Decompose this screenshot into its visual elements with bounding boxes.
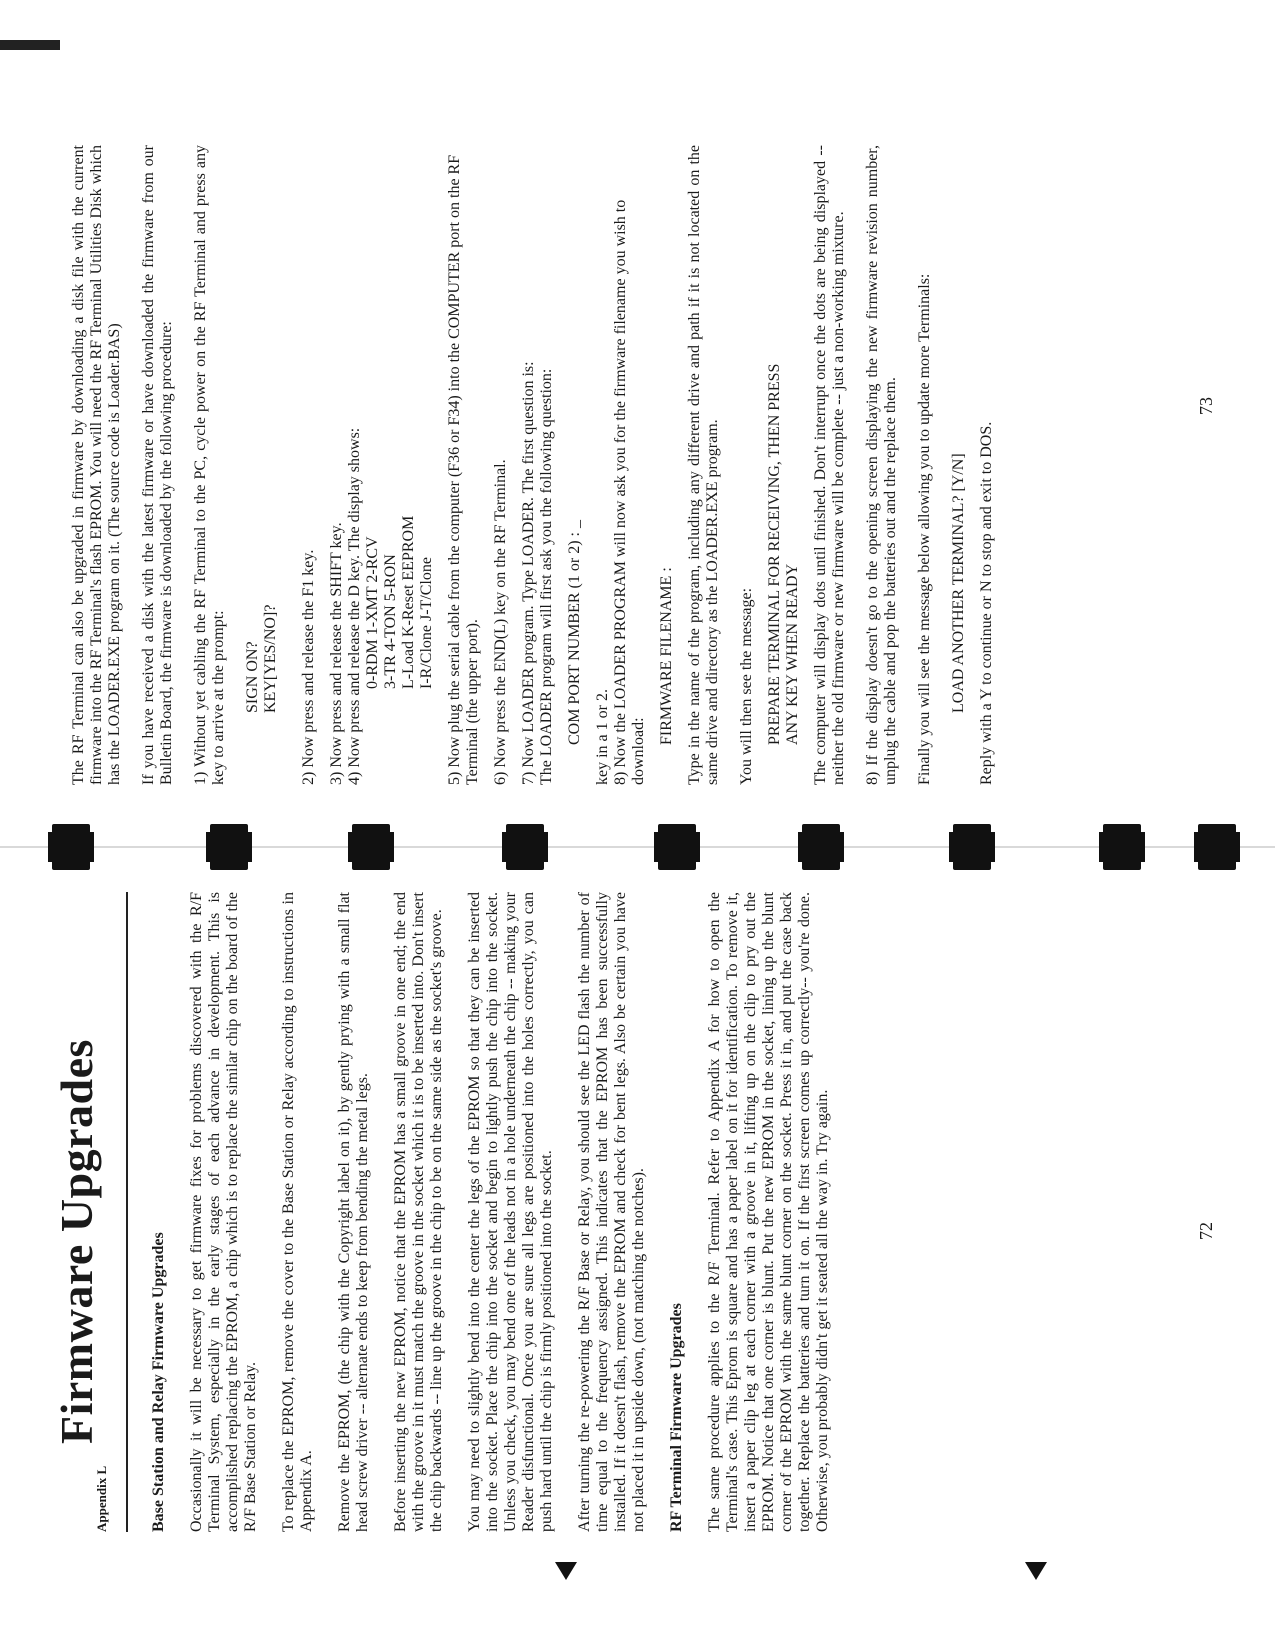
see-message: You will then see the message: [738,587,755,785]
step-5: 5) Now plug the serial cable from the computer (F36 or F34) into the COMPUTER port on the RF Terminal (the upper port). [446,154,481,785]
paragraph: The same procedure applies to the R/F Terminal. Refer to Appendix A for how to open the Terminal's case. This Eprom is square and has a paper label on it for identification. To remove it, insert a paper clip leg at each corner with a groove in it, lifting up on the clip to pry out the EPROM. Notice that one corner is blunt. Put the new EPROM in the socket, lining up the blunt corner of the EPROM with the same blunt corner on the socket. Press it in, and put the case back together. Replace the batteries and turn it on. If the first screen comes up correctly-- you're done. Otherwise, you probably didn't get it seated all the way in. Try again. [706,892,831,1532]
step-6: 6) Now press the END(L) key on the RF Terminal. [492,459,509,785]
display-line: I-R/Clone J-T/Clone [418,557,435,689]
step-1: 1) Without yet cabling the RF Terminal to the PC, cycle power on the RF Terminal and press any key to arrive at the prompt: [192,145,227,785]
display-line: L-Load K-Reset EEPROM [400,515,417,689]
right-column [70,145,996,785]
section-heading: Base Station and Relay Firmware Upgrades [150,1232,167,1532]
paragraph: Finally you will see the message below allowing you to update more Terminals: [916,273,933,785]
page-title: Firmware Upgrades [51,1039,102,1444]
step-8b: 8) If the display doesn't go to the opening screen displaying the new firmware revision number, unplug the cable and pop the batteries out and the replace them. [864,145,899,785]
paragraph: You may need to slightly bend into the center the legs of the EPROM so that they can be inserted into the socket. Place the chip into the socket and begin to lightly push the chip into the socket. Unless you check, you may bend one of the leads not in a hole underneath the chip -- making your Reader disfunctional. Once you are sure all legs are positioned into the holes correctly, you can push hard until the chip is firmly positioned into the socket. [466,892,555,1532]
paragraph: Type in the name of the program, including any different drive and path if it is not located on the same drive and directory as the LOADER.EXE program. [686,145,721,785]
section-heading: RF Terminal Firmware Upgrades [668,1303,685,1532]
paragraph: Before inserting the new EPROM, notice that the EPROM has a small groove in one end; the end with the groove in it must match the groove in the socket which it is to be inserted into. Don't insert the chip backwards -- line up the groove in the chip to be on the same side as the socket's groove. [392,892,445,1532]
prepare-message: PREPARE TERMINAL FOR RECEIVING, THEN PRESS [766,363,783,745]
prompt-key: KEY[YES/NO]? [262,604,279,713]
header-rule [126,892,128,1532]
step-8: 8) Now the LOADER PROGRAM will now ask you for the firmware filename you wish to download: [612,199,647,785]
step-3: 3) Now press and release the SHIFT key. [328,522,345,785]
com-port-prompt: COM PORT NUMBER (1 or 2) : _ [566,520,583,745]
filename-prompt: FIRMWARE FILENAME : [658,567,675,745]
step-2: 2) Now press and release the F1 key. [300,549,317,785]
appendix-label: Appendix L [94,1465,109,1532]
step-4: 4) Now press and release the D key. The display shows: [346,427,363,785]
prepare-message: ANY KEY WHEN READY [784,563,801,745]
display-line: 3-TR 4-TON 5-RON [382,554,399,689]
paragraph: If you have received a disk with the latest firmware or have downloaded the firmware from our Bulletin Board, the firmware is downloaded by the following procedure: [140,145,175,785]
paragraph: The computer will display dots until finished. Don't interrupt once the dots are being displayed -- neither the old firmware or new firmware will be complete -- just a non-working mixture. [812,145,847,785]
left-column [150,892,852,1532]
page-number: 73 [1196,397,1216,415]
paragraph: Remove the EPROM, (the chip with the Copyright label on it), by gently prying with a small flat head screw driver -- alternate ends to keep from bending the metal legs. [336,892,371,1532]
page-72 [0,825,1275,1650]
reply-instruction: Reply with a Y to continue or N to stop and exit to DOS. [978,421,995,785]
key-in-text: key in a 1 or 2. [594,689,611,785]
paragraph: After turning the re-powering the R/F Base or Relay, you should see the LED flash the number of time equal to the frequency assigned. This indicates that the EPROM has been successfully installed. If it doesn't flash, remove the EPROM and check for bent legs. Also be certain you have not placed it in upside down, (not matching the notches). [576,892,647,1532]
page-header [40,892,120,1532]
display-line: 0-RDM 1-XMT 2-RCV [364,536,381,689]
prompt-sign-on: SIGN ON? [244,641,261,713]
paragraph: The RF Terminal can also be upgraded in firmware by downloading a disk file with the current firmware into the RF Terminal's flash EPROM. You will need the RF Terminal Utilities Disk which has the LOADER.EXE program on it. (The source code is Loader.BAS) [70,145,123,785]
step-7b: The LOADER program will first ask you the following question: [538,368,555,785]
paragraph: To replace the EPROM, remove the cover to the Base Station or Relay according to instructions in Appendix A. [280,892,315,1532]
load-another-prompt: LOAD ANOTHER TERMINAL? [Y/N] [950,453,967,713]
paragraph: Occasionally it will be necessary to get firmware fixes for problems discovered with the R/F Terminal System, especially in the early stages of each advance in development. This is accomplished replacing the EPROM, a chip which is to replace the similar chip on the board of the R/F Base Station or Relay. [188,892,259,1532]
page-number: 72 [1196,1222,1216,1240]
step-7: 7) Now LOADER program. Type LOADER. The first question is: [520,361,537,785]
